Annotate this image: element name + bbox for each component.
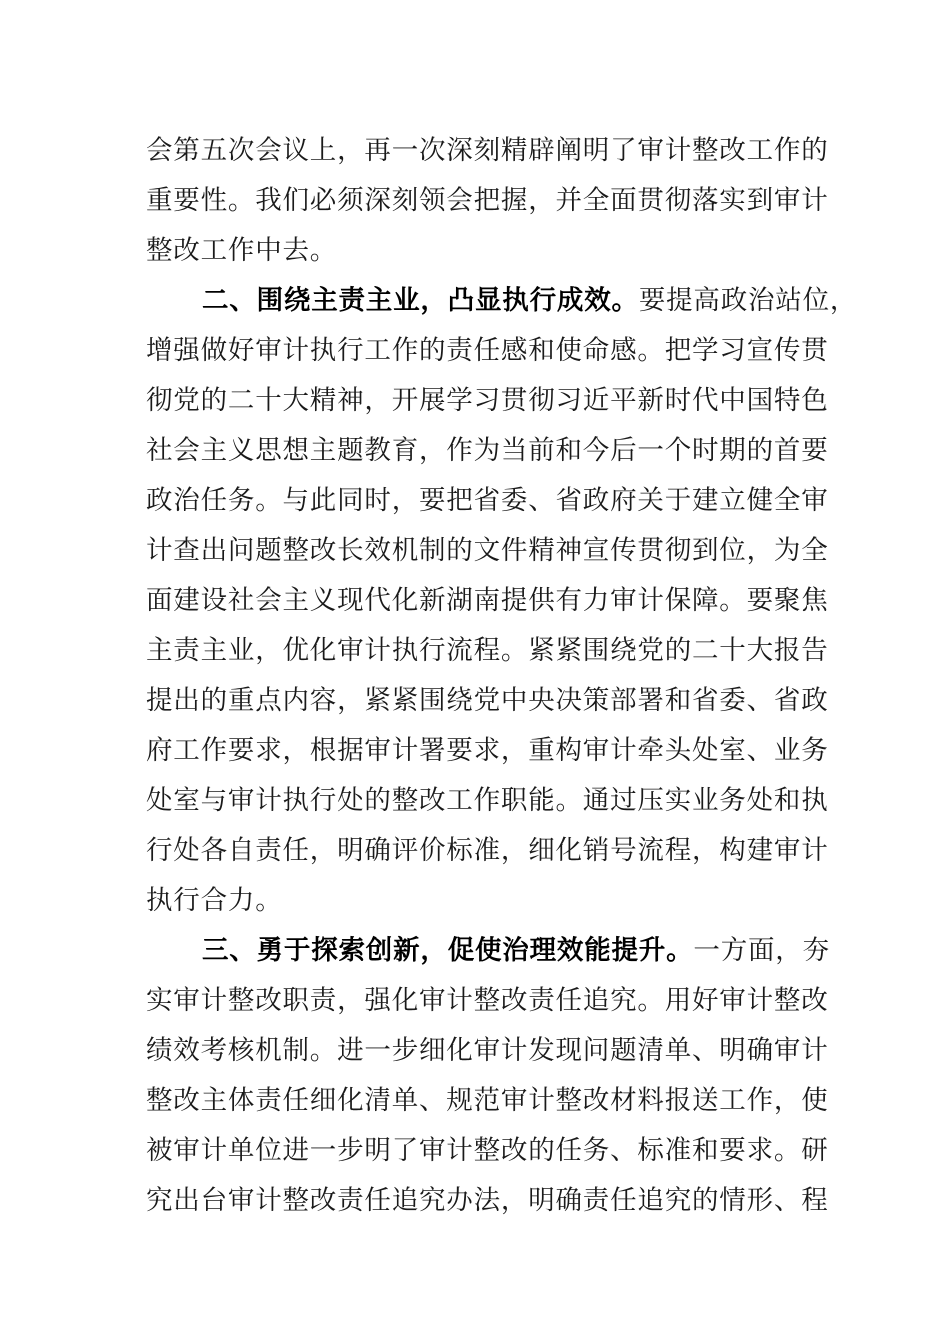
text-line: 执行合力。 <box>146 885 283 916</box>
text-line: 整改工作中去。 <box>146 235 338 266</box>
text-line: 被审计单位进一步明了审计整改的任务、标准和要求。研 <box>146 1135 829 1166</box>
text-line: 实审计整改职责，强化审计整改责任追究。用好审计整改 <box>146 985 829 1016</box>
text-line: 主责主业，优化审计执行流程。紧紧围绕党的二十大报告 <box>146 635 829 666</box>
text-line: 政治任务。与此同时，要把省委、省政府关于建立健全审 <box>146 485 829 516</box>
text-line: 面建设社会主义现代化新湖南提供有力审计保障。要聚焦 <box>146 585 829 616</box>
text-line: 计查出问题整改长效机制的文件精神宣传贯彻到位，为全 <box>146 535 829 566</box>
text-line: 行处各自责任，明确评价标准，细化销号流程，构建审计 <box>146 835 829 866</box>
paragraph-2-first-line <box>146 276 858 326</box>
text-line: 会第五次会议上，再一次深刻精辟阐明了审计整改工作的 <box>146 135 829 166</box>
text-line: 重要性。我们必须深刻领会把握，并全面贯彻落实到审计 <box>146 185 829 216</box>
text-line: 整改主体责任细化清单、规范审计整改材料报送工作，使 <box>146 1085 829 1116</box>
text-line: 提出的重点内容，紧紧围绕党中央决策部署和省委、省政 <box>146 685 829 716</box>
text-line: 府工作要求，根据审计署要求，重构审计牵头处室、业务 <box>146 735 829 766</box>
text-line: 处室与审计执行处的整改工作职能。通过压实业务处和执 <box>146 785 829 816</box>
text-line: 增强做好审计执行工作的责任感和使命感。把学习宣传贯 <box>146 335 829 366</box>
text-run: 要提高政治站位， <box>638 285 858 316</box>
section-heading-3: 三、勇于探索创新，促使治理效能提升。 <box>202 935 694 966</box>
body-text <box>146 126 858 1226</box>
text-line: 彻党的二十大精神，开展学习贯彻习近平新时代中国特色 <box>146 385 829 416</box>
text-run: 一方面，夯 <box>693 935 830 966</box>
text-line: 绩效考核机制。进一步细化审计发现问题清单、明确审计 <box>146 1035 829 1066</box>
paragraph-3-first-line <box>146 926 830 976</box>
text-line: 社会主义思想主题教育，作为当前和今后一个时期的首要 <box>146 435 829 466</box>
text-line: 究出台审计整改责任追究办法，明确责任追究的情形、程 <box>146 1185 829 1216</box>
section-heading-2: 二、围绕主责主业，凸显执行成效。 <box>202 285 639 316</box>
